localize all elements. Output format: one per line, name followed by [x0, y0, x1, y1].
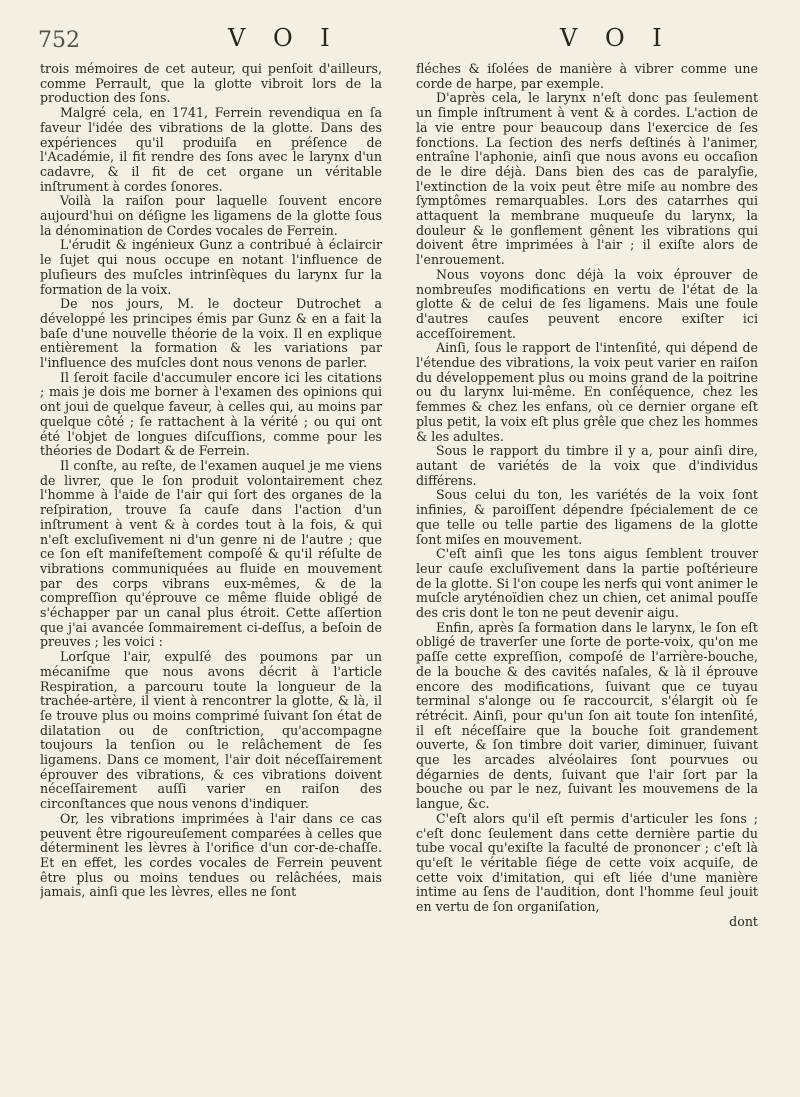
paragraph: Voilà la raiſon pour laquelle ſouvent encore aujourd'hui on déſigne les ligamens de la glotte ſous la dénomination de Cordes vocales de Ferrein.	[40, 193, 382, 238]
paragraph: Il conſte, au reſte, de l'examen auquel je me viens de livrer, que le ſon produit volontairement chez l'homme à l'aide de l'air qui ſort des organes de la reſpiration, trouve ſa cauſe dans l'action d'un inſtrument à vent & à cordes tout à la fois, & qui n'eſt excluſivement ni d'un genre ni de l'autre ; que ce ſon eſt manifeſtement compoſé & qu'il réſulte de vibrations communiquées au fluide en mouvement par des corps vibrans eux-mêmes, & de la compreſſion qu'éprouve ce même fluide obligé de s'échapper par un canal plus étroit. Cette aſſertion que j'ai avancée ſommairement ci-deſſus, a beſoin de preuves ; les voici :	[40, 457, 382, 650]
paragraph: Or, les vibrations imprimées à l'air dans ce cas peuvent être rigoureuſement comparées à celles que déterminent les lèvres à l'orifice d'un cor-de-chaſſe. Et en effet, les cordes vocales de Ferrein peuvent être plus ou moins tendues ou relâchées, mais jamais, ainſi que les lèvres, elles ne ſont	[40, 810, 382, 900]
paragraph: Sous le rapport du timbre il y a, pour ainſi dire, autant de variétés de la voix que d'individus différens.	[416, 443, 758, 488]
paragraph: D'après cela, le larynx n'eſt donc pas ſeulement un ſimple inſtrument à vent & à cordes. L'action de la vie entre pour beaucoup dans l'exercice de ſes fonctions. La ſection des nerfs deſtinés à l'animer, entraîne l'aphonie, ainſi que nous avons eu occaſion de le dire déjà. Dans bien des cas de paralyſie, l'extinction de la voix peut être miſe au nombre des ſymptômes remarquables. Lors des catarrhes qui attaquent la membrane muqueuſe du larynx, la douleur & le gonflement gênent les vibrations qui doivent être imprimées à l'air ; il exiſte alors de l'enrouement.	[416, 90, 758, 268]
catchword: dont	[729, 913, 758, 929]
paragraph: fléches & iſolées de manière à vibrer comme une corde de harpe, par exemple.	[416, 62, 758, 91]
page-header	[0, 20, 800, 60]
paragraph: C'eſt alors qu'il eſt permis d'articuler les ſons ; c'eſt donc ſeulement dans cette dernière partie du tube vocal qu'exiſte la faculté de prononcer ; c'eſt là qu'eſt le véritable ſiége de cette voix acquiſe, de cette voix d'imitation, qui eſt liée d'une manière intime au ſens de l'audition, dont l'homme ſeul jouit en vertu de ſon organiſation,	[416, 810, 758, 915]
left-column	[40, 62, 382, 1072]
paragraph: C'eſt ainſi que les tons aigus ſemblent trouver leur cauſe excluſivement dans la partie poſtérieure de la glotte. Si l'on coupe les nerfs qui vont animer le muſcle aryténoïdien chez un chien, cet animal pouſſe des cris dont le ton ne peut devenir aigu.	[416, 546, 758, 621]
paragraph: trois mémoires de cet auteur, qui penſoit d'ailleurs, comme Perrault, que la glotte vibroit lors de la production des ſons.	[40, 62, 382, 106]
paragraph: Lorſque l'air, expulſé des poumons par un mécaniſme que nous avons décrit à l'article Respiration, a parcouru toute la longueur de la trachée-artère, il vient à rencontrer la glotte, & là, il ſe trouve plus ou moins comprimé ſuivant ſon état de dilatation ou de conſtriction, qu'accompagne toujours la tenſion ou le relâchement de ſes ligamens. Dans ce moment, l'air doit néceſſairement éprouver des vibrations, & ces vibrations doivent néceſſairement auſſi varier en raiſon des circonſtances que nous venons d'indiquer.	[40, 649, 382, 812]
paragraph: Il ſeroit facile d'accumuler encore ici les citations ; mais je dois me borner à l'examen des opinions qui ont joui de quelque faveur, à celles qui, au moins par quelque côté ; ſe rattachent à la vérité ; ou qui ont été l'objet de longues diſcuſſions, comme pour les théories de Dodart & de Ferrein.	[40, 369, 382, 459]
page-number: 752	[38, 28, 80, 53]
right-column	[416, 62, 758, 1072]
paragraph: Enfin, après ſa formation dans le larynx, le ſon eſt obligé de traverſer une ſorte de porte-voix, qu'on me paſſe cette expreſſion, compoſé de l'arrière-bouche, de la bouche & des cavités naſales, & là il éprouve encore des modifications, ſuivant que ce tuyau terminal s'alonge ou ſe raccourcit, s'élargit où ſe rétrécit. Ainſi, pour qu'un ſon ait toute ſon intenſité, il eſt néceſſaire que la bouche ſoit grandement ouverte, & ſon timbre doit varier, diminuer, ſuivant que les arcades alvéolaires ſont pourvues ou dégarnies de dents, ſuivant que l'air ſort par la bouche ou par le nez, ſuivant les mouvemens de la langue, &c.	[416, 619, 758, 812]
paragraph: De nos jours, M. le docteur Dutrochet a développé les principes émis par Gunz & en a fait la baſe d'une nouvelle théorie de la voix. Il en explique entièrement la formation & les variations par l'influence des muſcles dont nous venons de parler.	[40, 296, 382, 371]
paragraph: Ainſi, ſous le rapport de l'intenſité, qui dépend de l'étendue des vibrations, la voix peut varier en raiſon du développement plus ou moins grand de la poitrine ou du larynx lui-même. En conſéquence, chez les femmes & chez les enfans, où ce dernier organe eſt plus petit, la voix eſt plus grêle que chez les hommes & les adultes.	[416, 340, 758, 444]
paragraph: Nous voyons donc déjà la voix éprouver de nombreuſes modifications en vertu de l'état de la glotte & de celui de ſes ligamens. Mais une foule d'autres cauſes peuvent encore exiſter ici acceſſoirement.	[416, 266, 758, 341]
running-head-left: V O I	[228, 24, 340, 52]
paragraph: L'érudit & ingénieux Gunz a contribué à éclaircir le ſujet qui nous occupe en notant l'influence de pluſieurs des muſcles intrinſèques du larynx ſur la formation de la voix.	[40, 237, 382, 297]
running-head-right: V O I	[560, 24, 672, 52]
paragraph: Sous celui du ton, les variétés de la voix ſont infinies, & paroiſſent dépendre ſpécialement de ce que telle ou telle partie des ligamens de la glotte ſont miſes en mouvement.	[416, 487, 758, 547]
paragraph: Malgré cela, en 1741, Ferrein revendiqua en ſa faveur l'idée des vibrations de la glotte. Dans des expériences qu'il produiſa en préſence de l'Académie, il fit rendre des ſons avec le larynx d'un cadavre, & il fit de cet organe un véritable inſtrument à cordes ſonores.	[40, 105, 382, 194]
